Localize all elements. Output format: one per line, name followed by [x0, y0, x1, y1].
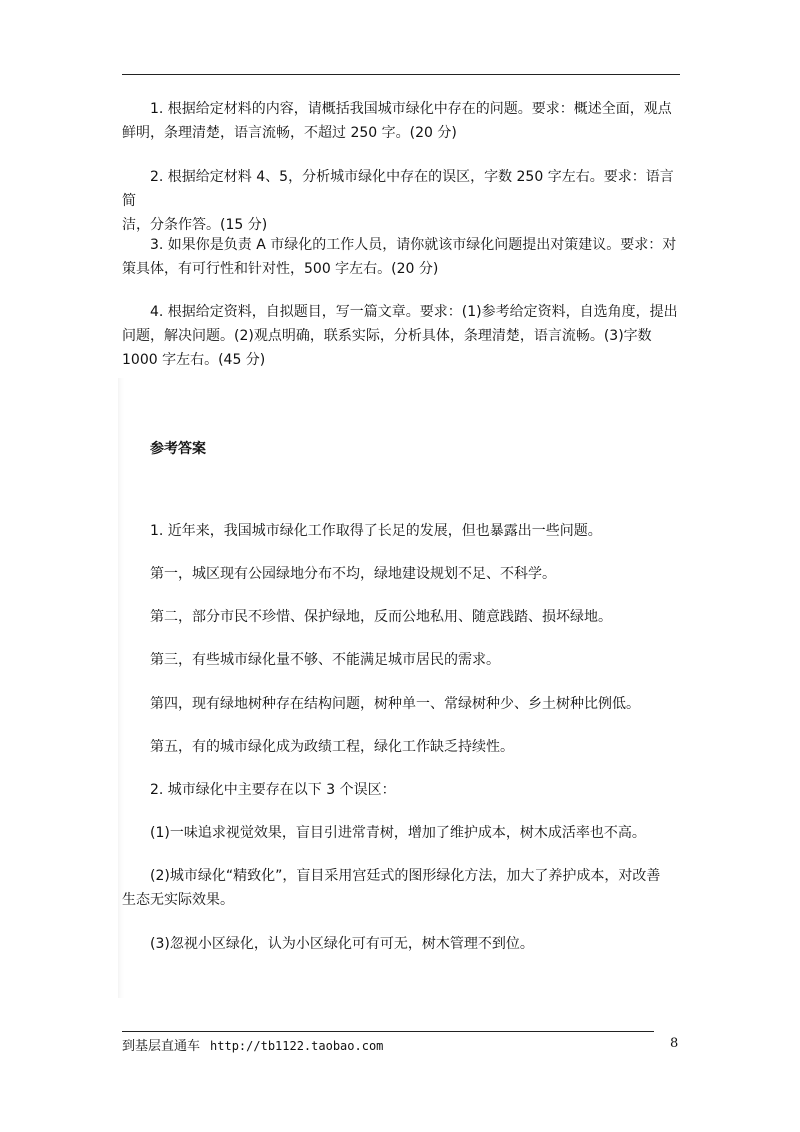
question-2	[122, 165, 682, 237]
answer-2-intro: 2. 城市绿化中主要存在以下 3 个误区：	[150, 782, 396, 798]
question-4-line-3: 1000 字左右。(45 分)	[122, 352, 266, 368]
footer-url[interactable]: http://tb1122.taobao.com	[210, 1039, 384, 1053]
question-3	[122, 233, 682, 281]
answer-heading: 参考答案	[150, 441, 206, 457]
footer-text: 到基层直通车	[122, 1039, 201, 1054]
answer-2-point-1: (1)一味追求视觉效果，盲目引进常青树，增加了维护成本，树木成活率也不高。	[150, 825, 646, 841]
answer-1-point-3: 第三，有些城市绿化量不够、不能满足城市居民的需求。	[150, 652, 500, 668]
question-3-line-1: 3. 如果你是负责 A 市绿化的工作人员，请你就该市绿化问题提出对策建议。要求：对	[150, 237, 677, 253]
question-4	[122, 300, 682, 372]
answer-1-intro: 1. 近年来，我国城市绿化工作取得了长足的发展，但也暴露出一些问题。	[150, 523, 602, 539]
question-4-line-1: 4. 根据给定资料，自拟题目，写一篇文章。要求：(1)参考给定资料，自选角度，提出	[150, 304, 678, 320]
question-4-line-2: 问题，解决问题。(2)观点明确，联系实际，分析具体，条理清楚，语言流畅。(3)字数	[122, 328, 652, 344]
answer-2-point-3: (3)忽视小区绿化，认为小区绿化可有可无，树木管理不到位。	[150, 936, 534, 952]
answer-1-point-1: 第一，城区现有公园绿地分布不均，绿地建设规划不足、不科学。	[150, 566, 556, 582]
footer-source	[122, 1037, 383, 1056]
header-rule	[122, 74, 680, 75]
question-2-line-1: 2. 根据给定材料 4、5，分析城市绿化中存在的误区，字数 250 字左右。要求：语言简	[122, 169, 674, 209]
question-1-line-2: 鲜明，条理清楚，语言流畅，不超过 250 字。(20 分)	[122, 125, 457, 141]
question-1-line-1: 1. 根据给定材料的内容，请概括我国城市绿化中存在的问题。要求：概述全面，观点	[150, 101, 672, 117]
footer-rule	[122, 1031, 654, 1032]
answer-1-point-2: 第二，部分市民不珍惜、保护绿地，反而公地私用、随意践踏、损坏绿地。	[150, 609, 612, 625]
page-number: 8	[670, 1036, 679, 1051]
answer-1-point-4: 第四，现有绿地树种存在结构问题，树种单一、常绿树种少、乡土树种比例低。	[150, 696, 640, 712]
answer-2-point-2-line-2: 生态无实际效果。	[122, 892, 234, 908]
question-2-line-2: 洁，分条作答。(15 分)	[122, 217, 268, 233]
question-3-line-2: 策具体，有可行性和针对性，500 字左右。(20 分)	[122, 261, 439, 277]
question-1	[122, 97, 682, 145]
answer-2-point-2-line-1: (2)城市绿化“精致化”，盲目采用宫廷式的图形绿化方法，加大了养护成本，对改善	[150, 868, 661, 884]
answer-2-point-2	[122, 864, 682, 912]
answer-1-point-5: 第五，有的城市绿化成为政绩工程，绿化工作缺乏持续性。	[150, 739, 514, 755]
